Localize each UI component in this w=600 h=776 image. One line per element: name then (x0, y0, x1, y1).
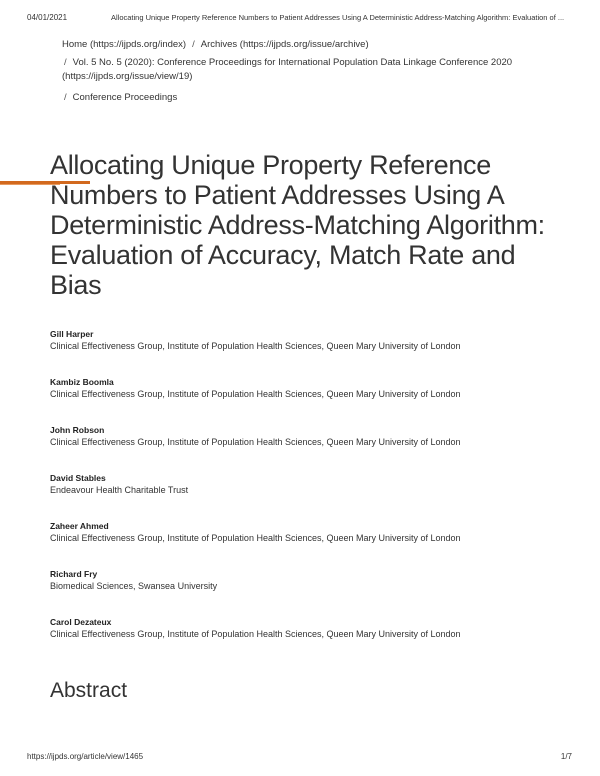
author-entry (50, 376, 570, 424)
breadcrumb-separator: / (64, 57, 67, 68)
breadcrumb-home-link[interactable]: Home (https://ijpds.org/index) (62, 39, 187, 50)
author-name: David Stables (50, 473, 106, 483)
breadcrumb-issue-url-link[interactable]: (https://ijpds.org/issue/view/19) (62, 71, 193, 82)
breadcrumb (62, 38, 369, 52)
breadcrumb-issue-link[interactable]: Vol. 5 No. 5 (2020): Conference Proceedings for International Population Data Linkage Conference 2020 (72, 57, 513, 68)
author-entry (50, 616, 570, 664)
author-entry (50, 568, 570, 616)
author-entry (50, 328, 570, 376)
print-page-title: Allocating Unique Property Reference Numbers to Patient Addresses Using A Deterministic Address-Matching Algorithm: Evaluation of ... (111, 13, 565, 22)
author-entry (50, 424, 570, 472)
author-affiliation: Biomedical Sciences, Swansea University (50, 581, 218, 591)
author-name: Gill Harper (50, 329, 94, 339)
print-footer-url: https://ijpds.org/article/view/1465 (27, 752, 144, 761)
author-affiliation: Clinical Effectiveness Group, Institute of Population Health Sciences, Queen Mary University of London (50, 533, 461, 543)
author-affiliation: Clinical Effectiveness Group, Institute of Population Health Sciences, Queen Mary University of London (50, 437, 461, 447)
breadcrumb-section (62, 91, 177, 105)
author-affiliation: Clinical Effectiveness Group, Institute of Population Health Sciences, Queen Mary University of London (50, 341, 461, 351)
author-list (50, 328, 570, 664)
author-name: Zaheer Ahmed (50, 521, 109, 531)
print-date: 04/01/2021 (27, 13, 68, 22)
author-affiliation: Clinical Effectiveness Group, Institute of Population Health Sciences, Queen Mary University of London (50, 629, 461, 639)
abstract-heading: Abstract (50, 679, 128, 702)
author-entry (50, 472, 570, 520)
breadcrumb-separator: / (192, 39, 195, 50)
author-name: Richard Fry (50, 569, 98, 579)
author-affiliation: Endeavour Health Charitable Trust (50, 485, 189, 495)
author-name: Carol Dezateux (50, 617, 112, 627)
article-title: Allocating Unique Property Reference Numbers to Patient Addresses Using A Deterministic Address-Matching Algorithm: Evaluation of Accuracy, Match Rate and Bias (50, 150, 545, 300)
breadcrumb-archives-link[interactable]: Archives (https://ijpds.org/issue/archive) (200, 39, 369, 50)
author-name: John Robson (50, 425, 105, 435)
breadcrumb-issue (62, 56, 512, 84)
author-entry (50, 520, 570, 568)
author-affiliation: Clinical Effectiveness Group, Institute of Population Health Sciences, Queen Mary University of London (50, 389, 461, 399)
breadcrumb-separator: / (64, 92, 67, 103)
print-page-number: 1/7 (560, 752, 572, 761)
breadcrumb-current: Conference Proceedings (72, 92, 178, 103)
author-name: Kambiz Boomla (50, 377, 114, 387)
